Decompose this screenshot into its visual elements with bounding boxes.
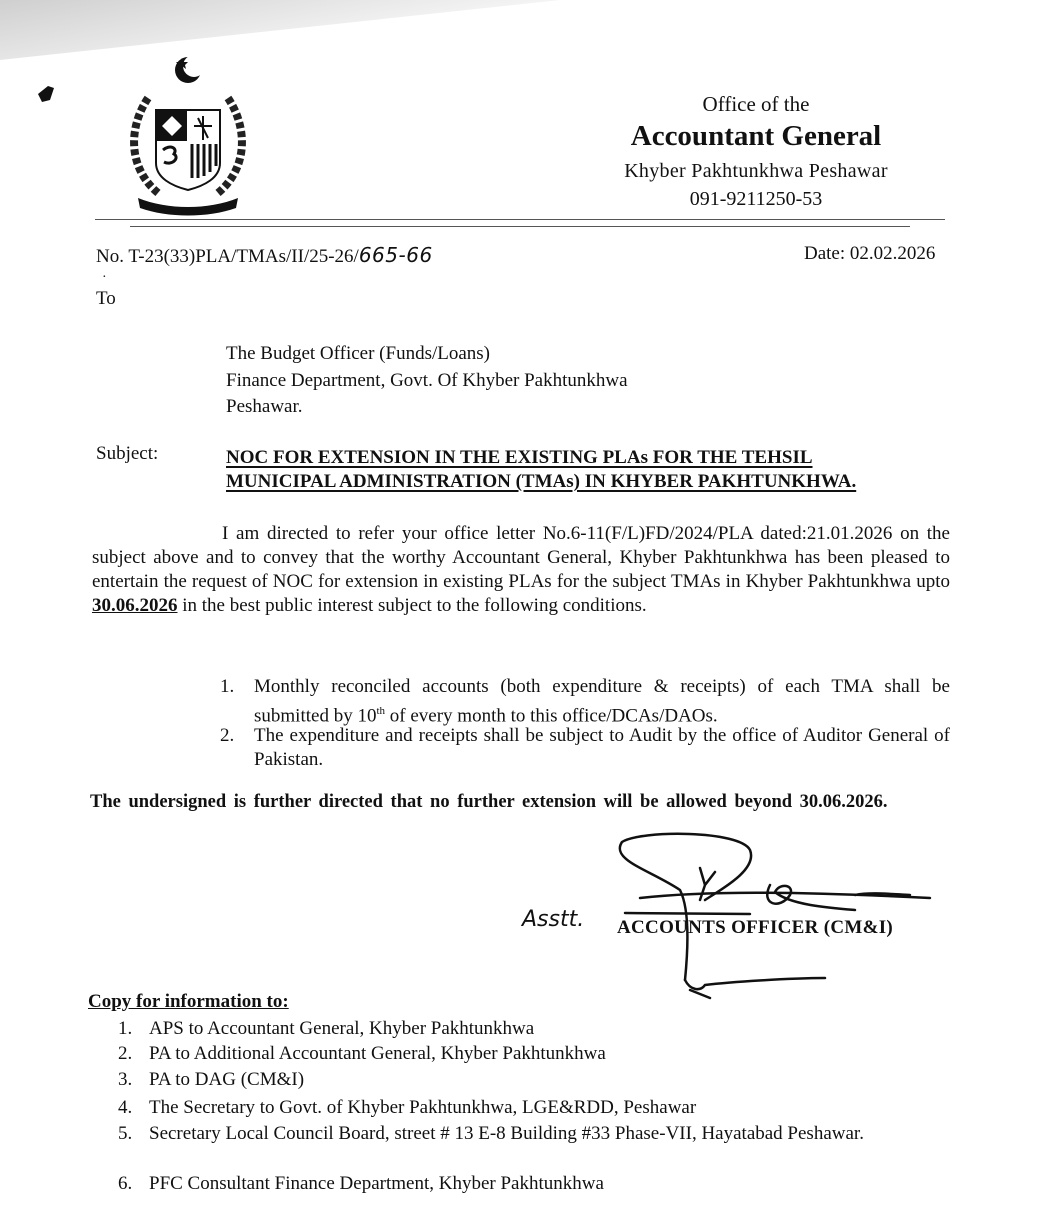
letterhead-phone: 091-9211250-53 [689,188,823,210]
recipient-line: The Budget Officer (Funds/Loans) [226,343,491,364]
scan-mark-icon [36,84,58,104]
letter-date: Date: 02.02.2026 [804,243,936,264]
condition-number: 2. [220,725,235,746]
reference-number-handwritten: 665-66 [358,243,433,267]
condition-text-b: of every month to this office/DCAs/DAOs. [385,705,718,727]
condition-number: 1. [220,676,235,697]
letterhead-location: Khyber Pakhtunkhwa Peshawar [624,160,888,182]
copy-to-text: PFC Consultant Finance Department, Khyber Pakhtunkhwa [149,1173,604,1194]
condition-text [254,675,950,728]
condition-item [220,675,950,727]
body-paragraph-part2: in the best public interest subject to the following conditions. [177,595,647,616]
signature-prefix-handwritten: Asstt. [522,907,585,932]
copy-to-number: 3. [118,1069,133,1090]
copy-to-text: APS to Accountant General, Khyber Pakhtunkhwa [149,1018,535,1039]
signatory-designation: ACCOUNTS OFFICER (CM&I) [617,917,894,938]
copy-to-heading: Copy for information to: [88,991,289,1012]
copy-to-text: PA to Additional Accountant General, Khyber Pakhtunkhwa [149,1043,606,1064]
subject-label: Subject: [96,443,159,464]
copy-to-item [118,1017,918,1041]
body-paragraph-part1: I am directed to refer your office letter No.6-11(F/L)FD/2024/PLA dated:21.01.2026 on the subject above and to convey that the worthy Accountant General, Khyber Pakhtunkhwa has been pleased to entertain the request of NOC for extension in existing PLAs for the subject TMAs in Khyber Pakhtunkhwa upto [92,523,950,592]
condition-superscript: th [376,705,386,717]
copy-to-number: 6. [118,1173,133,1194]
body-paragraph [92,522,950,618]
reference-number [96,243,433,268]
subject-line: MUNICIPAL ADMINISTRATION (TMAs) IN KHYBER PAKHTUNKHWA. [226,471,857,492]
condition-text-a: Monthly reconciled accounts (both expenditure & receipts) of each TMA shall be submitted by 10 [254,676,950,727]
letterhead-rule-bottom [130,226,910,227]
letterhead-rule-top [95,219,945,220]
copy-to-number: 4. [118,1097,133,1118]
recipient-line: Peshawar. [226,396,303,417]
condition-text: The expenditure and receipts shall be subject to Audit by the office of Auditor General of Pakistan. [254,725,950,770]
condition-item [220,724,950,772]
copy-to-number: 1. [118,1018,133,1039]
stray-dot: · [102,270,107,285]
to-label: To [96,288,116,309]
copy-to-text: PA to DAG (CM&I) [149,1069,305,1090]
copy-to-text: The Secretary to Govt. of Khyber Pakhtunkhwa, LGE&RDD, Peshawar [149,1097,697,1118]
copy-to-item [118,1068,918,1092]
reference-number-printed: No. T-23(33)PLA/TMAs/II/25-26/ [96,246,359,267]
subject-line: NOC FOR EXTENSION IN THE EXISTING PLAs FOR THE TEHSIL [226,447,813,468]
extension-date: 30.06.2026 [92,595,178,616]
copy-to-item [118,1096,918,1120]
recipient-line: Finance Department, Govt. Of Khyber Pakhtunkhwa [226,370,628,391]
scan-shadow [0,0,560,60]
copy-to-item [118,1042,918,1066]
copy-to-text: Secretary Local Council Board, street # 13 E-8 Building #33 Phase-VII, Hayatabad Peshawar. [149,1123,864,1144]
letterhead-title: Accountant General [630,120,882,152]
letterhead-office-of: Office of the [702,92,810,116]
final-note: The undersigned is further directed that no further extension will be allowed beyond 30.06.2026. [90,792,888,812]
copy-to-item [118,1122,918,1170]
copy-to-number: 2. [118,1043,133,1064]
state-emblem-icon [108,48,268,218]
copy-to-number: 5. [118,1123,133,1144]
copy-to-item [118,1172,918,1196]
